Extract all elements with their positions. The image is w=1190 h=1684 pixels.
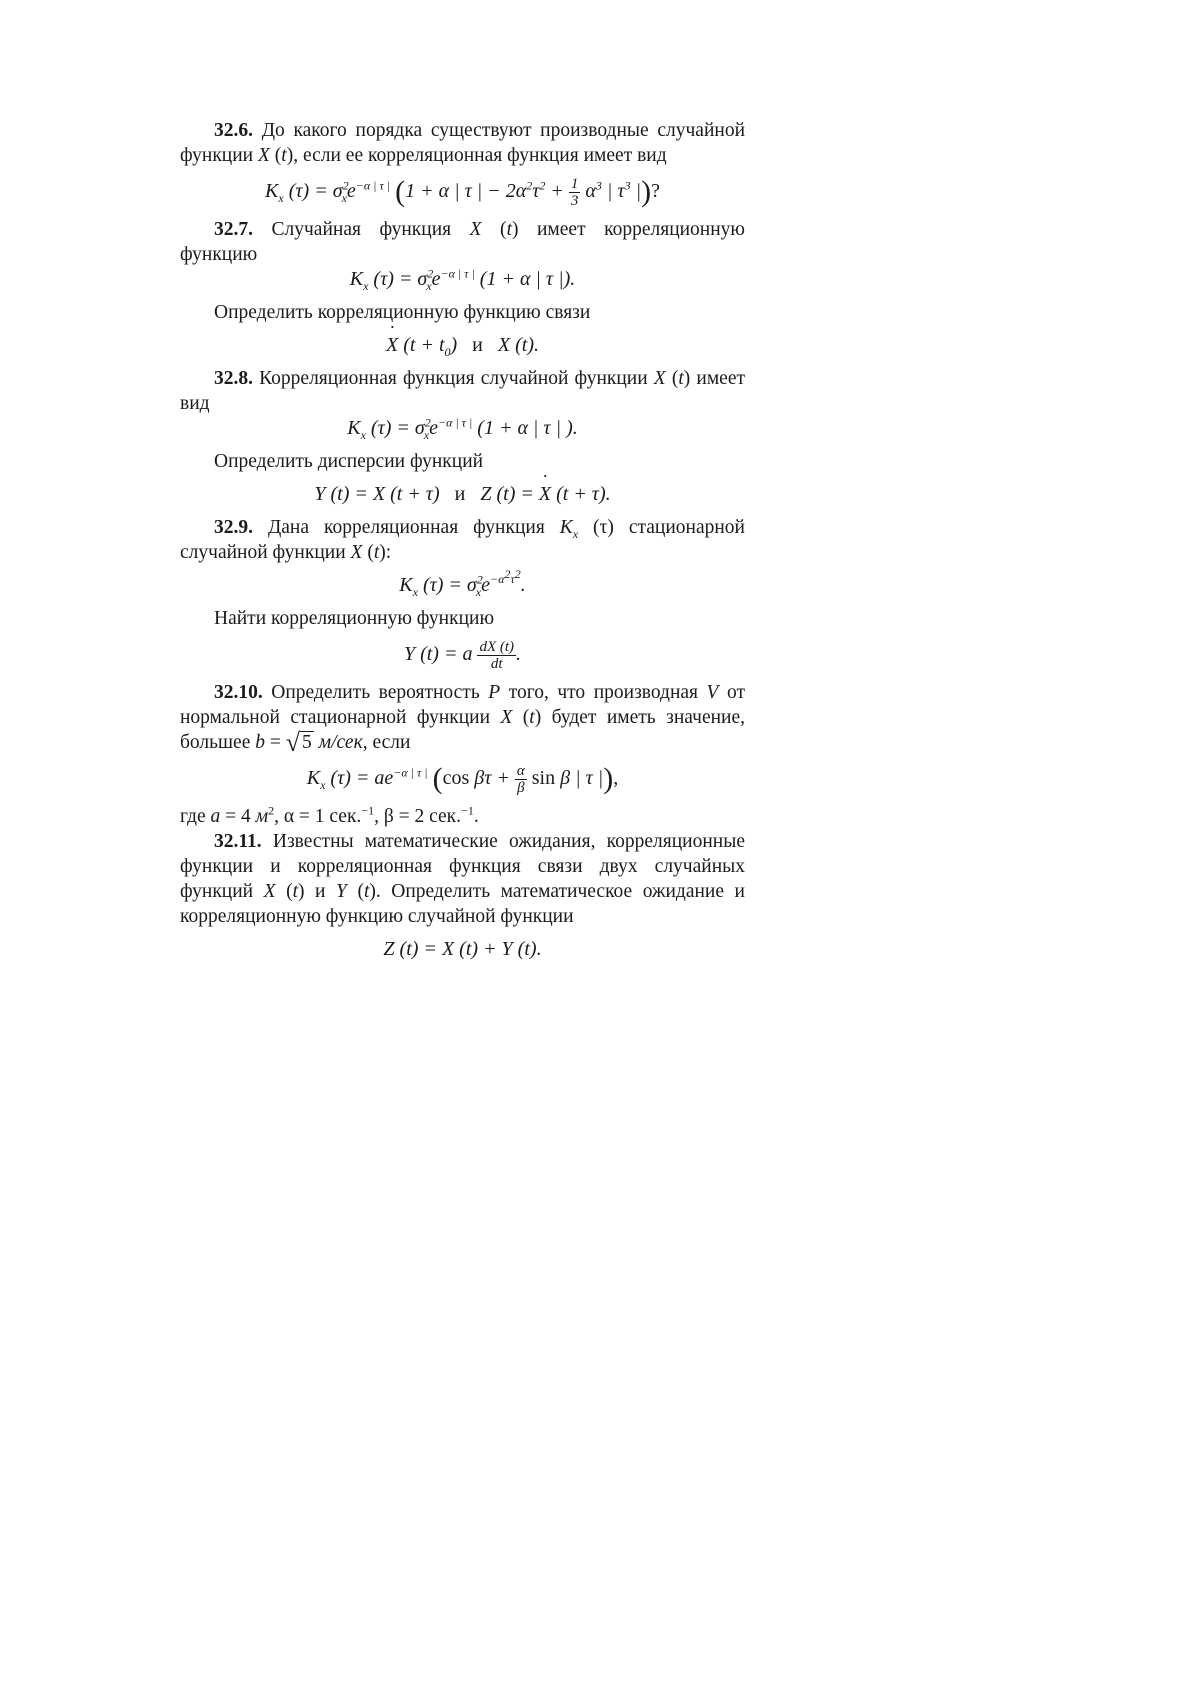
problem-number: 32.8.	[214, 368, 253, 389]
problem-32-6: 32.6. До какого порядка существуют производные случайной функции X (t), если ее корреляционная функция имеет вид	[180, 120, 745, 166]
formula-32-10: $K_x$ $(\tau) = ae^{-\alpha | \tau |}$ (cos βτ + $\frac{\alpha}{\beta}$ sin β | τ |),	[306, 762, 619, 796]
problem-32-7: 32.7. Случайная функция X (t) имеет корреляционную функцию	[180, 219, 745, 265]
problem-32-10: 32.10. Определить вероятность P того, что производная V от нормальной стационарной функции X (t) будет иметь значение, большее b = √ 5 м/сек, если	[180, 682, 746, 757]
problem-32-8-task: Определить дисперсии функций	[214, 451, 484, 472]
problem-32-9: 32.9. Дана корреляционная функция $K_x$ (τ) стационарной случайной функции X (t):	[180, 517, 745, 563]
formula-32-9: $K_x$ $(\tau) = \sigma^2_xe^{-\alpha^2\tau^2}$.	[399, 567, 526, 599]
formula-32-8-b: Y (t) = X (t + τ) и Z (t) = ˙ X (t + τ).	[180, 482, 745, 507]
formula-32-7-b: ˙ X $(t + t_0)$ и X (t).	[180, 333, 745, 358]
formula-32-7: $K_x$ $(\tau) = \sigma^2_xe^{-\alpha | \tau |}$ (1 + α | τ |).	[349, 266, 576, 293]
book-page	[180, 118, 745, 962]
problem-32-7-task: Определить корреляционную функцию связи	[214, 302, 591, 323]
problem-number: 32.6.	[214, 120, 253, 141]
problem-32-8: 32.8. Корреляционная функция случайной функции X (t) имеет вид	[180, 368, 745, 414]
problem-32-10-given: где a = 4 $м^2$, α = 1 сек.$^{-1}$, β = 2 сек.$^{-1}$.	[180, 803, 479, 827]
formula-32-9-b: Y (t) = a $\frac{dX (t)}{dt}$ .	[403, 639, 522, 672]
formula-32-6: $K_x$ $(\tau) = \sigma^2_xe^{-\alpha | \tau |}$ (1 + α | τ | − $2\alpha^2\tau^2$ + $\frac{1}{3}$ $\alpha^3$ | $\tau^3$ |)?	[265, 175, 660, 209]
problem-number: 32.10.	[214, 682, 263, 703]
problem-number: 32.9.	[214, 517, 253, 538]
formula-32-8: $K_x$ $(\tau) = \sigma^2_xe^{-\alpha | \tau |}$ (1 + α | τ | ).	[347, 415, 578, 442]
problem-number: 32.7.	[214, 219, 253, 240]
problem-32-11: 32.11. Известны математические ожидания, корреляционные функции и корреляционная функция связи двух случайных функций X (t) и Y (t). Определить математическое ожидание и корреляционную функцию случайной функции	[180, 831, 745, 927]
problem-32-9-task: Найти корреляционную функцию	[214, 608, 495, 629]
formula-32-11: Z (t) = X (t) + Y (t).	[383, 938, 542, 960]
problem-number: 32.11.	[214, 831, 262, 852]
